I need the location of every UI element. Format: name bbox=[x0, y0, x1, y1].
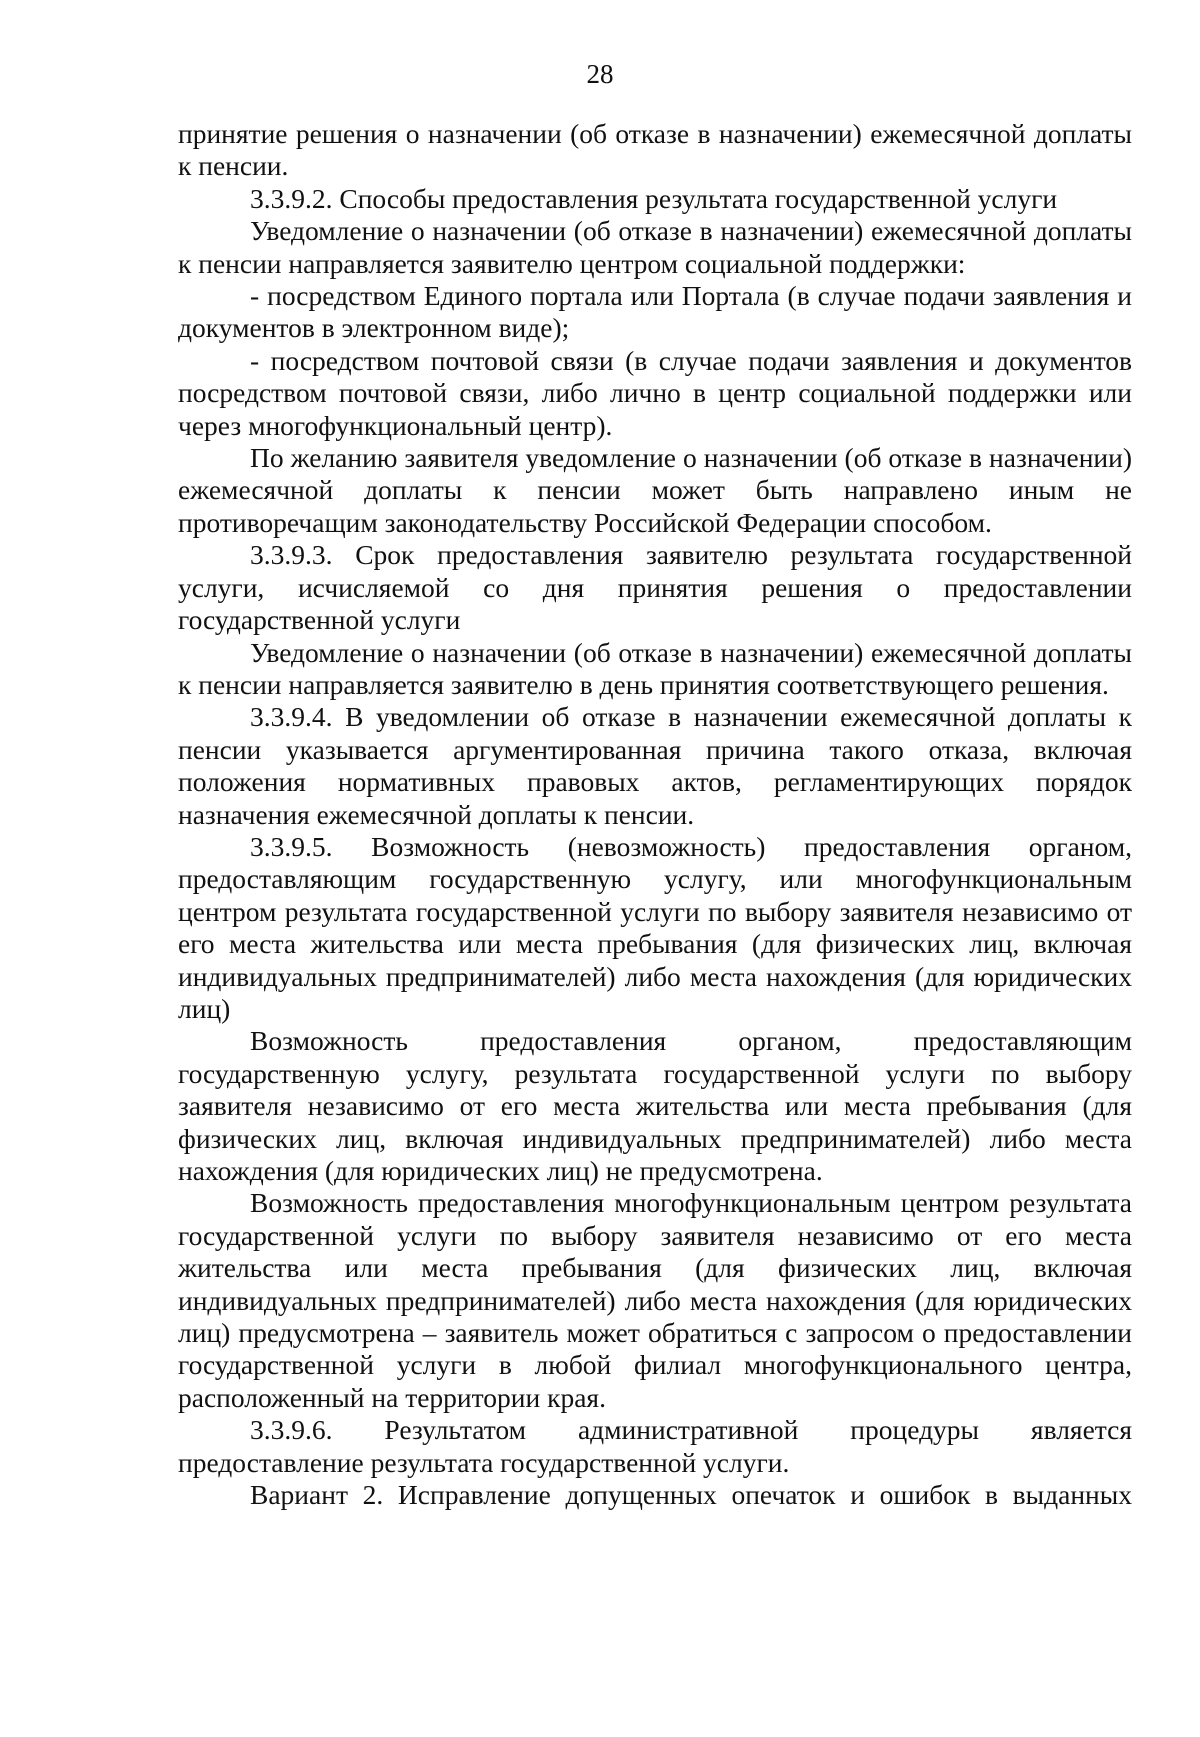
page-number: 28 bbox=[586, 59, 614, 89]
section-heading-3-3-9-3: 3.3.9.3. Срок предоставления заявителю результата государственной услуги, исчисляемой со дня принятия решения о предоставлении государственной услуги bbox=[178, 539, 1132, 636]
paragraph-other-method: По желанию заявителя уведомление о назначении (об отказе в назначении) ежемесячной доплаты к пенсии может быть направлено иным не противоречащим законодательству Российской Федерации способом. bbox=[178, 442, 1132, 538]
section-3-3-9-6: 3.3.9.6. Результатом административной процедуры является предоставление результата государственной услуги. bbox=[178, 1414, 1132, 1478]
list-item-postal: - посредством почтовой связи (в случае подачи заявления и документов посредством почтовой связи, либо лично в центр социальной поддержки или через многофункциональный центр). bbox=[178, 344, 1132, 441]
paragraph-authority-not-provided: Возможность предоставления органом, предоставляющим государственную услугу, результата государственной услуги по выбору заявителя независимо от его места жительства или места пребывания (для физических лиц, включая индивидуальных предпринимателей) либо места нахождения (для юридических лиц) не предусмотрена. bbox=[178, 1025, 1132, 1186]
variant-2-heading: Вариант 2. Исправление допущенных опечаток и ошибок в выданных bbox=[250, 1479, 1132, 1511]
paragraph-notification: Уведомление о назначении (об отказе в назначении) ежемесячной доплаты к пенсии направляется заявителю центром социальной поддержки: bbox=[178, 215, 1132, 279]
list-item-portal: - посредством Единого портала или Портала (в случае подачи заявления и документов в электронном виде); bbox=[178, 280, 1132, 344]
document-body bbox=[178, 118, 1132, 1511]
section-3-3-9-4: 3.3.9.4. В уведомлении об отказе в назначении ежемесячной доплаты к пенсии указывается аргументированная причина такого отказа, включая положения нормативных правовых актов, регламентирующих порядок назначения ежемесячной доплаты к пенсии. bbox=[178, 701, 1132, 830]
paragraph-notification-deadline: Уведомление о назначении (об отказе в назначении) ежемесячной доплаты к пенсии направляется заявителю в день принятия соответствующего решения. bbox=[178, 636, 1132, 700]
paragraph-mfc-provided: Возможность предоставления многофункциональным центром результата государственной услуги по выбору заявителя независимо от его места жительства или места пребывания (для физических лиц, включая индивидуальных предпринимателей) либо места нахождения (для юридических лиц) предусмотрена – заявитель может обратиться с запросом о предоставлении государственной услуги в любой филиал многофункционального центра, расположенный на территории края. bbox=[178, 1187, 1132, 1413]
paragraph-continuation: принятие решения о назначении (об отказе в назначении) ежемесячной доплаты к пенсии. bbox=[178, 118, 1132, 182]
section-heading-3-3-9-2: 3.3.9.2. Способы предоставления результата государственной услуги bbox=[250, 182, 1058, 214]
section-heading-3-3-9-5: 3.3.9.5. Возможность (невозможность) предоставления органом, предоставляющим государственную услугу, или многофункциональным центром результата государственной услуги по выбору заявителя независимо от его места жительства или места пребывания (для физических лиц, включая индивидуальных предпринимателей) либо места нахождения (для юридических лиц) bbox=[178, 830, 1132, 1024]
